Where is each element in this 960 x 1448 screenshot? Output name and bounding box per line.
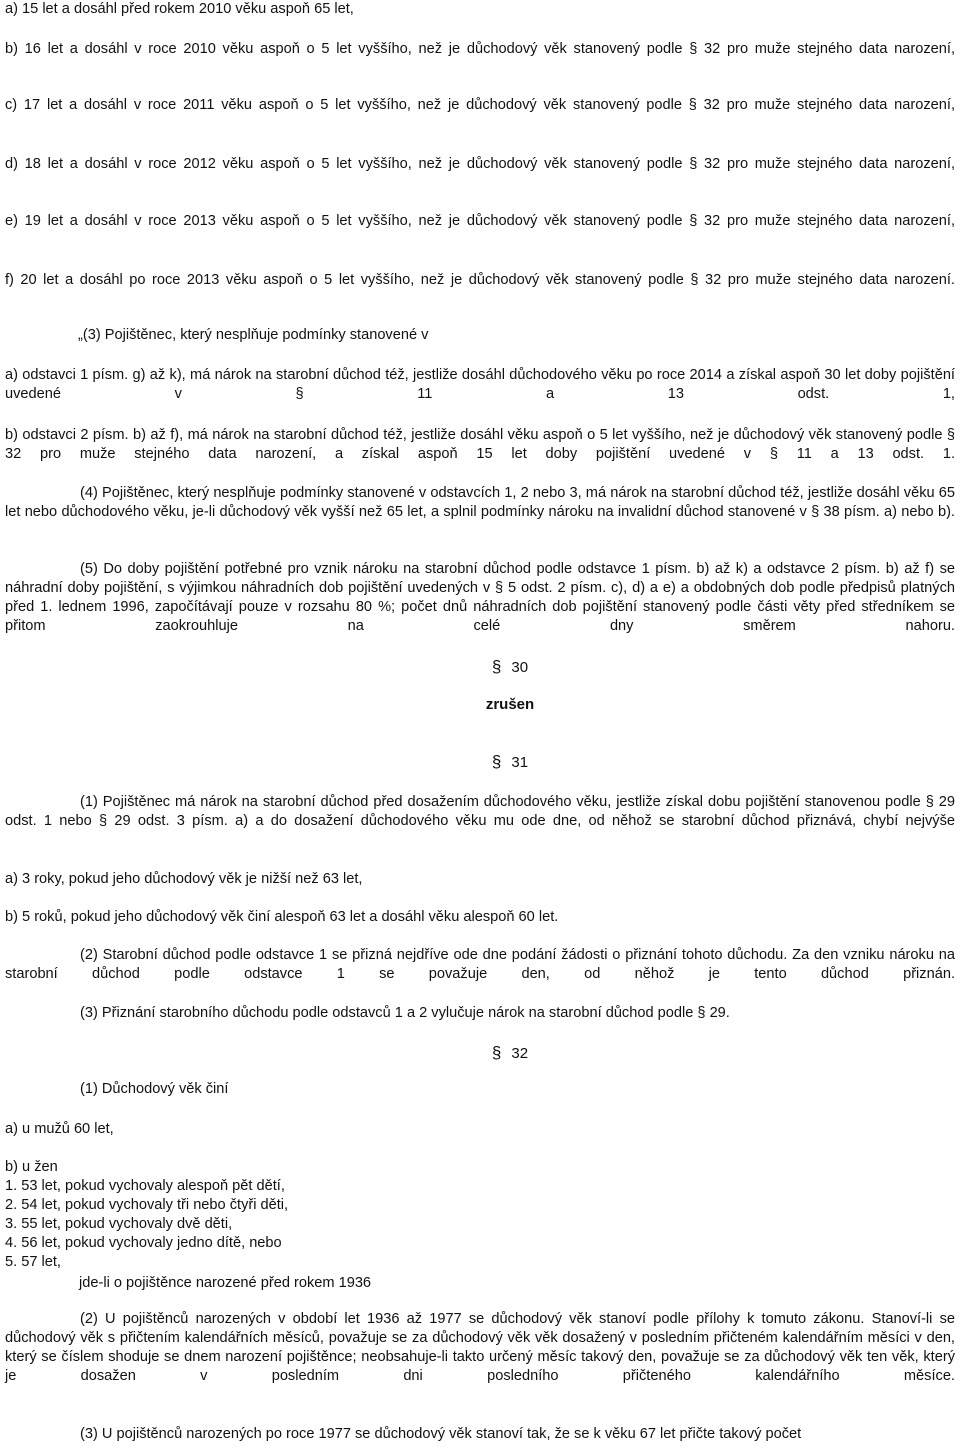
section-number: 30 <box>511 659 529 676</box>
paragraph-31-1: (1) Pojištěnec má nárok na starobní důchod před dosažením důchodového věku, jestliže získal dobu pojištění stanovenou podle § 29 odst. 1 nebo § 29 odst. 3 písm. a) a do dosažení důchodového věku mu ode dne, od něhož se starobní důchod přiznává, chybí nejvýše <box>5 794 955 829</box>
paragraph-c: c) 17 let a dosáhl v roce 2011 věku aspoň o 5 let vyššího, než je důchodový věk stanovený podle § 32 pro muže stejného data narození, <box>5 97 955 113</box>
paragraph-32-1-tail: jde-li o pojištěnce narozené před rokem 1936 <box>79 1275 372 1291</box>
paragraph-3b: b) odstavci 2 písm. b) až f), má nárok na starobní důchod též, jestliže dosáhl věku aspoň o 5 let vyššího, než je důchodový věk stanovený podle § 32 pro muže stejného data narození, a získal aspoň 15 let doby pojištění uvedené v § 11 a 13 odst. 1. <box>5 427 955 462</box>
paragraph-31-2: (2) Starobní důchod podle odstavce 1 se přizná nejdříve ode dne podání žádosti o přiznání tohoto důchodu. Za den vzniku nároku na starobní důchod podle odstavce 1 se považuje den, od něhož je tento důchod přiznán. <box>5 947 955 982</box>
paragraph-31-1b: b) 5 roků, pokud jeho důchodový věk činí alespoň 63 let a dosáhl věku alespoň 60 let. <box>5 909 559 925</box>
paragraph-31-3: (3) Přiznání starobního důchodu podle odstavců 1 a 2 vylučuje nárok na starobní důchod podle § 29. <box>80 1005 730 1021</box>
paragraph-4: (4) Pojištěnec, který nesplňuje podmínky stanovené v odstavcích 1, 2 nebo 3, má nárok na starobní důchod též, jestliže dosáhl věku 65 let nebo důchodového věku, je-li důchodový věk vyšší než 65 let, a splnil podmínky nároku na invalidní důchod stanovené v § 38 písm. a) nebo b). <box>5 485 955 520</box>
list-item-3: 3. 55 let, pokud vychovaly dvě děti, <box>5 1216 233 1232</box>
section-sign: § <box>491 1043 502 1062</box>
paragraph-5: (5) Do doby pojištění potřebné pro vznik nároku na starobní důchod podle odstavce 1 písm. b) až k) a odstavce 2 písm. b) až f) se náhradní doby pojištění, s výjimkou náhradních dob pojištění uvedených v § 5 odst. 2 písm. c), d) a e) a obdobných dob podle předpisů platných před 1. lednem 1996, započítávají pouze v rozsahu 80 %; počet dnů náhradních dob pojištění stanovený podle části věty před středníkem se přitom zaokrouhluje na celé dny směrem nahoru. <box>5 561 955 634</box>
list-item-4: 4. 56 let, pokud vychovaly jedno dítě, nebo <box>5 1235 282 1251</box>
section-number: 31 <box>511 754 529 771</box>
paragraph-d: d) 18 let a dosáhl v roce 2012 věku aspoň o 5 let vyššího, než je důchodový věk stanovený podle § 32 pro muže stejného data narození, <box>5 156 955 172</box>
paragraph-32-3: (3) U pojištěnců narozených po roce 1977 se důchodový věk stanoví tak, že se k věku 67 let přičte takový počet <box>80 1426 802 1442</box>
list-item-2: 2. 54 let, pokud vychovaly tři nebo čtyři děti, <box>5 1197 289 1213</box>
section-30-heading <box>0 657 960 677</box>
section-sign: § <box>491 752 502 771</box>
paragraph-31-1a: a) 3 roky, pokud jeho důchodový věk je nižší než 63 let, <box>5 871 363 887</box>
paragraph-32-1: (1) Důchodový věk činí <box>80 1081 229 1097</box>
paragraph-3a: a) odstavci 1 písm. g) až k), má nárok na starobní důchod též, jestliže dosáhl důchodového věku po roce 2014 a získal aspoň 30 let doby pojištění uvedené v § 11 a 13 odst. 1, <box>5 367 955 402</box>
paragraph-3-intro: „(3) Pojištěnec, který nesplňuje podmínky stanovené v <box>78 327 429 343</box>
paragraph-b: b) 16 let a dosáhl v roce 2010 věku aspoň o 5 let vyššího, než je důchodový věk stanovený podle § 32 pro muže stejného data narození, <box>5 41 955 57</box>
paragraph-e: e) 19 let a dosáhl v roce 2013 věku aspoň o 5 let vyššího, než je důchodový věk stanovený podle § 32 pro muže stejného data narození, <box>5 213 955 229</box>
section-32-heading <box>0 1043 960 1063</box>
section-sign: § <box>491 657 502 676</box>
paragraph-32-1a: a) u mužů 60 let, <box>5 1121 114 1137</box>
section-31-heading <box>0 752 960 772</box>
list-item-1: 1. 53 let, pokud vychovaly alespoň pět dětí, <box>5 1178 285 1194</box>
paragraph-32-1b: b) u žen <box>5 1159 58 1175</box>
paragraph-f: f) 20 let a dosáhl po roce 2013 věku aspoň o 5 let vyššího, než je důchodový věk stanovený podle § 32 pro muže stejného data narození. <box>5 272 955 288</box>
paragraph-32-2: (2) U pojištěnců narozených v období let 1936 až 1977 se důchodový věk stanoví podle přílohy k tomuto zákonu. Stanoví-li se důchodový věk s přičtením kalendářních měsíců, považuje se za důchodový věk věk dosažený v posledním přičteném kalendářním měsíci v den, který se číslem shoduje se dnem narození pojištěnce; neobsahuje-li takto určený měsíc takový den, považuje se za důchodový věk ten věk, který je dosažen v posledním dni posledního přičteného kalendářního měsíce. <box>5 1311 955 1384</box>
list-item-5: 5. 57 let, <box>5 1254 61 1270</box>
section-number: 32 <box>511 1045 529 1062</box>
section-30-status: zrušen <box>485 696 535 713</box>
paragraph-a: a) 15 let a dosáhl před rokem 2010 věku aspoň 65 let, <box>5 1 354 17</box>
